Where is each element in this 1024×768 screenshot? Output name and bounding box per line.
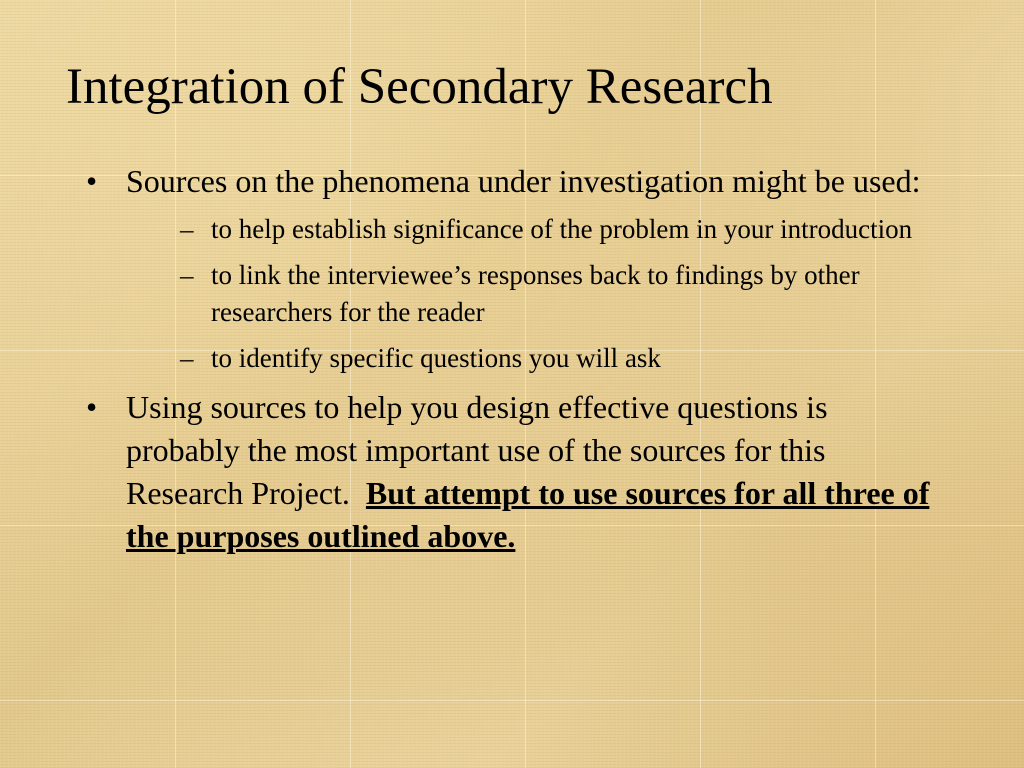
sub-bullet-list — [126, 211, 936, 377]
sub-bullet-item — [166, 257, 936, 331]
dash-marker: – — [180, 260, 194, 290]
bullet-item — [86, 386, 936, 558]
sub-bullet-text: to help establish significance of the problem in your introduction — [211, 214, 913, 244]
bullet-text: Sources on the phenomena under investigation might be used: — [126, 163, 921, 199]
bullet-marker: • — [86, 163, 98, 199]
sub-bullet-item — [166, 211, 936, 248]
dash-marker: – — [180, 343, 194, 373]
dash-marker: – — [180, 214, 194, 244]
slide-body — [86, 160, 936, 566]
tile-divider — [0, 700, 1024, 701]
sub-bullet-text: to link the interviewee’s responses back to findings by other researchers for the reader — [211, 260, 860, 327]
bullet-text: Using sources to help you design effective questions is probably the most important use of the sources for this Research Project. — [126, 389, 828, 511]
sub-bullet-text: to identify specific questions you will ask — [211, 343, 661, 373]
emphasized-text: But attempt to use sources for all three of the purposes outlined above. — [126, 475, 930, 554]
slide-title: Integration of Secondary Research — [66, 59, 773, 115]
bullet-item — [86, 160, 936, 377]
bullet-marker: • — [86, 389, 98, 425]
sub-bullet-item — [166, 340, 936, 377]
